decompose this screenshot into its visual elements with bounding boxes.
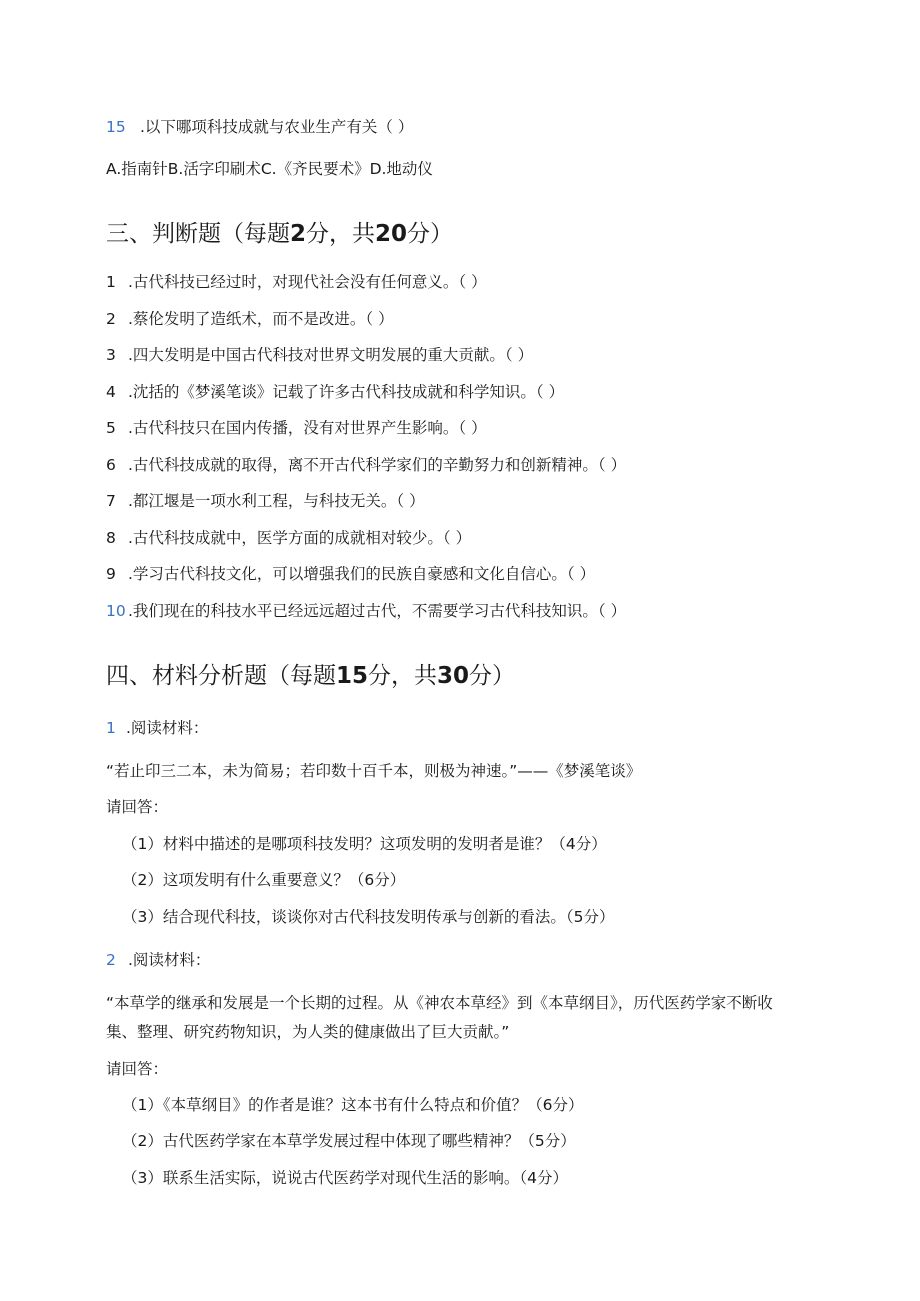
section-4-title: 四、材料分析题（每题15分，共30分） xyxy=(106,663,516,689)
material-1-label: 1 .阅读材料： xyxy=(106,719,209,737)
material-2-sub: （1）《本草纲目》的作者是谁？这本书有什么特点和价值？（6分） xyxy=(122,1096,584,1114)
material-2-label: 2 .阅读材料： xyxy=(106,951,211,969)
judgment-item: 3 .四大发明是中国古代科技对世界文明发展的重大贡献。（ ） xyxy=(106,346,534,364)
judgment-item: 5 .古代科技只在国内传播，没有对世界产生影响。（ ） xyxy=(106,419,487,437)
material-2-sub: （3）联系生活实际，说说古代医药学对现代生活的影响。（4分） xyxy=(122,1169,568,1187)
judgment-item: 8 .古代科技成就中，医学方面的成就相对较少。（ ） xyxy=(106,529,472,547)
judgment-item: 4 .沈括的《梦溪笔谈》记载了许多古代科技成就和科学知识。（ ） xyxy=(106,383,565,401)
judgment-item: 2 .蔡伦发明了造纸术，而不是改进。（ ） xyxy=(106,310,394,328)
question-text: .以下哪项科技成就与农业生产有关（ ） xyxy=(140,118,414,136)
material-1-sub: （2）这项发明有什么重要意义？（6分） xyxy=(122,871,406,889)
material-2-ask: 请回答： xyxy=(106,1060,169,1078)
judgment-item: 6 .古代科技成就的取得，离不开古代科学家们的辛勤努力和创新精神。（ ） xyxy=(106,456,627,474)
material-2-sub: （2）古代医药学家在本草学发展过程中体现了哪些精神？（5分） xyxy=(122,1132,576,1150)
material-2-quote-line-1: “本草学的继承和发展是一个长期的过程。从《神农本草经》到《本草纲目》，历代医药学家不断收 xyxy=(106,994,773,1012)
material-1-sub: （3）结合现代科技，谈谈你对古代科技发明传承与创新的看法。（5分） xyxy=(122,908,615,926)
material-1-sub: （1）材料中描述的是哪项科技发明？这项发明的发明者是谁？（4分） xyxy=(122,835,607,853)
question-15 xyxy=(106,116,413,138)
judgment-item: 1 .古代科技已经过时，对现代社会没有任何意义。（ ） xyxy=(106,273,487,291)
material-2-quote-line-2: 集、整理、研究药物知识，为人类的健康做出了巨大贡献。” xyxy=(106,1023,510,1041)
judgment-item: 7 .都江堰是一项水利工程，与科技无关。（ ） xyxy=(106,492,425,510)
material-1-ask: 请回答： xyxy=(106,798,169,816)
section-3-title: 三、判断题（每题2分，共20分） xyxy=(106,221,454,247)
judgment-item: 9 .学习古代科技文化，可以增强我们的民族自豪感和文化自信心。（ ） xyxy=(106,565,596,583)
question-number: 15 xyxy=(106,118,126,136)
material-1-quote: “若止印三二本，未为简易；若印数十百千本，则极为神速。”——《梦溪笔谈》 xyxy=(106,762,642,780)
judgment-item: 10 .我们现在的科技水平已经远远超过古代，不需要学习古代科技知识。（ ） xyxy=(106,602,627,620)
question-15-options: A.指南针B.活字印刷术C.《齐民要术》D.地动仪 xyxy=(106,160,433,178)
